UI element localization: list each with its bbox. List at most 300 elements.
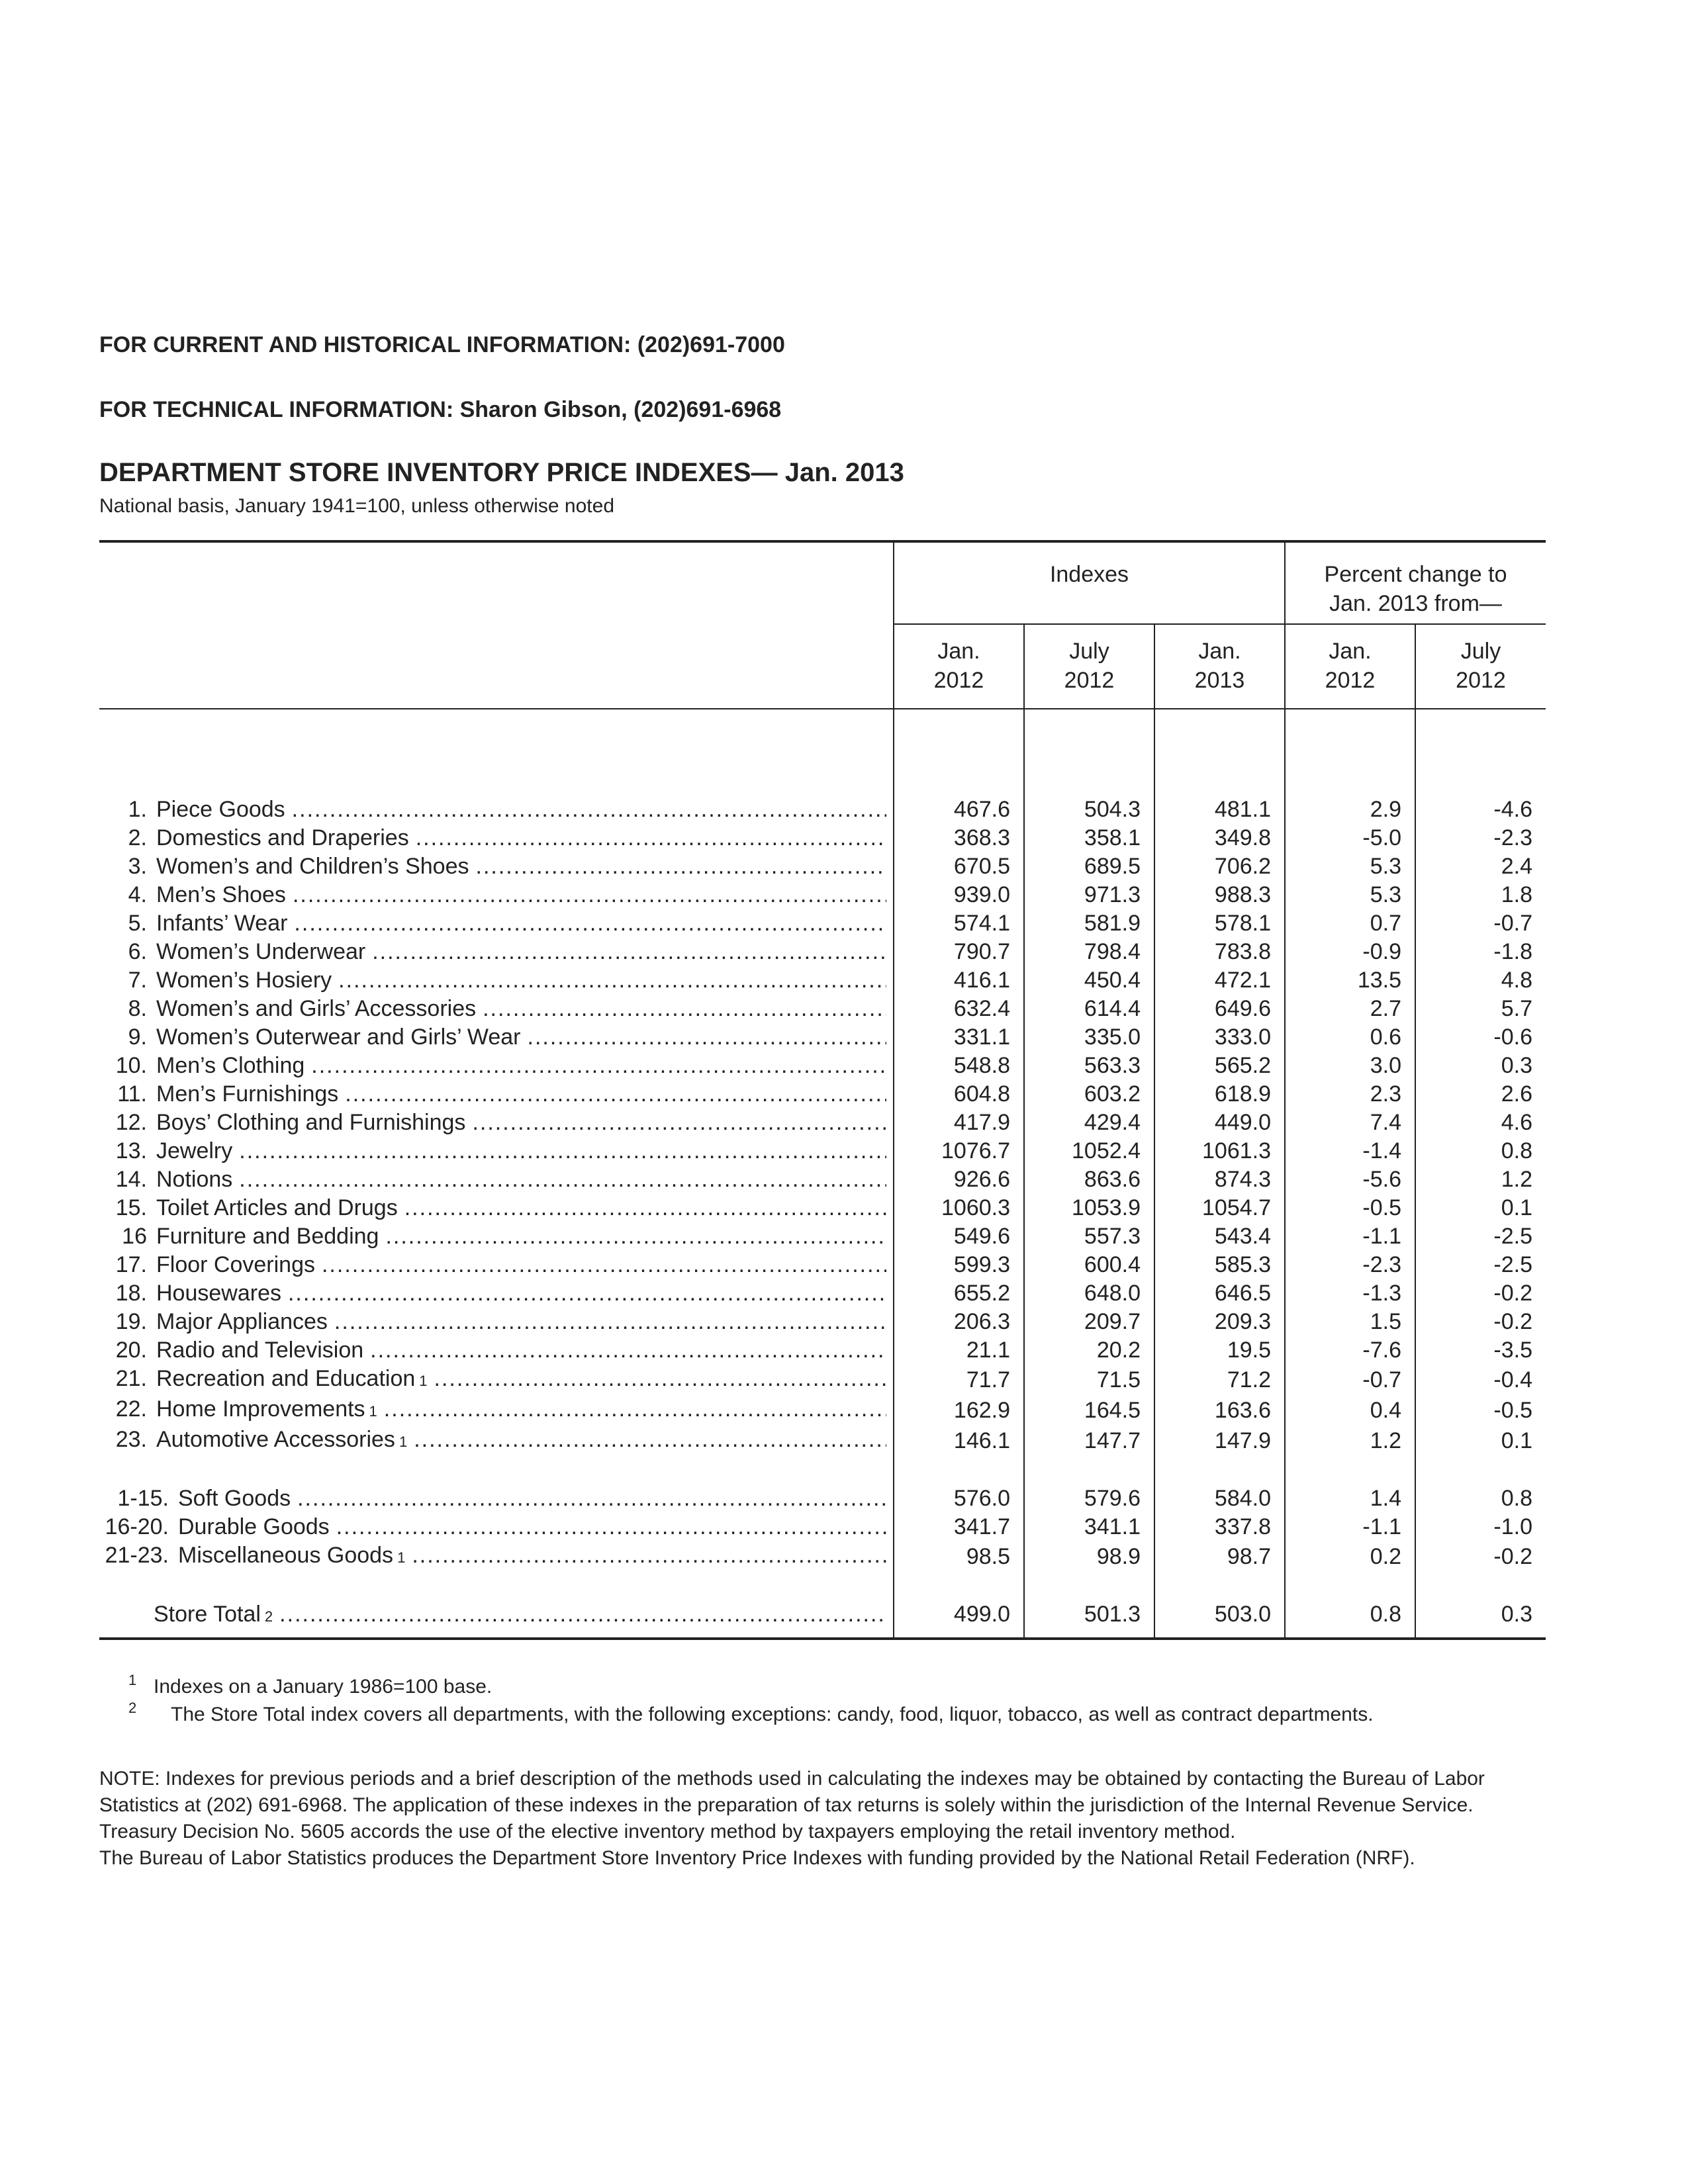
pct-change-from-jan-2012: -5.0 <box>1285 824 1415 852</box>
table-row <box>99 1080 1546 1109</box>
dot-leader <box>322 1251 886 1279</box>
value-july-2012: 614.4 <box>1024 995 1154 1023</box>
value-jan-2013: 349.8 <box>1154 824 1285 852</box>
summary-row <box>99 1541 1546 1572</box>
pct-change-from-july-2012: -2.5 <box>1415 1222 1546 1251</box>
row-label <box>99 824 893 852</box>
row-label-cell <box>99 1600 894 1639</box>
row-label-cell <box>99 909 894 938</box>
pct-change-from-jan-2012: 0.6 <box>1285 1023 1415 1052</box>
pct-change-from-july-2012: 2.4 <box>1415 852 1546 881</box>
value-jan-2013: 1061.3 <box>1154 1137 1285 1165</box>
spacer-cell <box>1024 709 1154 796</box>
row-category-name: Housewares <box>156 1281 281 1306</box>
row-category-name: Jewelry <box>156 1138 233 1163</box>
value-jan-2012: 655.2 <box>894 1279 1024 1308</box>
row-label-cell <box>99 1080 894 1109</box>
note-section <box>99 1766 1549 1872</box>
spacer-cell <box>1154 709 1285 796</box>
value-jan-2012: 599.3 <box>894 1251 1024 1279</box>
table-row <box>99 1137 1546 1165</box>
row-label <box>99 1395 893 1426</box>
row-label-cell <box>99 1395 894 1426</box>
value-july-2012: 798.4 <box>1024 938 1154 966</box>
table-row <box>99 881 1546 909</box>
value-jan-2013: 1054.7 <box>1154 1194 1285 1222</box>
store-total-row <box>99 1600 1546 1639</box>
row-category-name: Miscellaneous Goods <box>178 1543 394 1568</box>
value-jan-2013: 163.6 <box>1154 1395 1285 1426</box>
value-july-2012: 71.5 <box>1024 1365 1154 1395</box>
note-paragraph: NOTE: Indexes for previous periods and a brief description of the methods used in calculating the indexes may be obtained by contacting the Bureau of Labor Statistics at (202) 691-6968. The application of these indexes in the preparation of tax returns is solely within the jurisdiction of the Internal Revenue Service. Treasury Decision No. 5605 accords the use of the elective inventory method by taxpayers employing the retail inventory method. <box>99 1768 1485 1843</box>
pct-change-from-jan-2012: 1.2 <box>1285 1426 1415 1456</box>
column-header-pct-jan-2012: Jan. 2012 <box>1285 624 1415 709</box>
row-label-cell <box>99 1426 894 1456</box>
spacer-cell <box>894 1572 1024 1600</box>
row-category-name: Women’s Outerwear and Girls’ Wear <box>156 1024 521 1050</box>
row-label-cell <box>99 824 894 852</box>
row-label-cell <box>99 1222 894 1251</box>
pct-change-from-jan-2012: 13.5 <box>1285 966 1415 995</box>
value-jan-2013: 988.3 <box>1154 881 1285 909</box>
footnote-mark: 1 <box>128 1672 137 1688</box>
value-jan-2013: 333.0 <box>1154 1023 1285 1052</box>
value-jan-2012: 670.5 <box>894 852 1024 881</box>
row-label <box>99 1513 893 1541</box>
pct-change-from-july-2012: -0.7 <box>1415 909 1546 938</box>
dot-leader <box>311 1052 886 1080</box>
pct-change-from-jan-2012: 2.9 <box>1285 796 1415 824</box>
value-july-2012: 689.5 <box>1024 852 1154 881</box>
dot-leader <box>239 1165 886 1194</box>
pct-change-from-jan-2012: 5.3 <box>1285 881 1415 909</box>
row-label <box>99 938 893 966</box>
row-label <box>99 1080 893 1109</box>
row-label-cell <box>99 1365 894 1395</box>
row-category-name: Furniture and Bedding <box>156 1224 379 1249</box>
value-july-2012: 20.2 <box>1024 1336 1154 1365</box>
row-label <box>99 1194 893 1222</box>
value-jan-2013: 585.3 <box>1154 1251 1285 1279</box>
pct-change-from-jan-2012: 1.5 <box>1285 1308 1415 1336</box>
value-jan-2012: 574.1 <box>894 909 1024 938</box>
value-jan-2012: 146.1 <box>894 1426 1024 1456</box>
row-label <box>99 1336 893 1365</box>
pct-change-from-jan-2012: -7.6 <box>1285 1336 1415 1365</box>
row-category-name: Recreation and Education <box>156 1366 416 1391</box>
row-number: 9. <box>128 1024 147 1050</box>
pct-change-from-july-2012: -0.2 <box>1415 1541 1546 1572</box>
pct-change-from-jan-2012: -1.1 <box>1285 1222 1415 1251</box>
pct-change-from-july-2012: 4.6 <box>1415 1109 1546 1137</box>
table-row <box>99 1222 1546 1251</box>
row-label-cell <box>99 1513 894 1541</box>
dot-leader <box>279 1600 886 1629</box>
dot-leader <box>292 796 886 824</box>
value-jan-2013: 71.2 <box>1154 1365 1285 1395</box>
document-title: DEPARTMENT STORE INVENTORY PRICE INDEXES— Jan. 2013 <box>99 458 904 487</box>
spacer-cell <box>1024 1572 1154 1600</box>
value-july-2012: 98.9 <box>1024 1541 1154 1572</box>
pct-change-from-july-2012: 1.8 <box>1415 881 1546 909</box>
row-label <box>99 1222 893 1251</box>
table-row <box>99 1165 1546 1194</box>
value-jan-2013: 618.9 <box>1154 1080 1285 1109</box>
dot-leader <box>416 824 886 852</box>
row-number: 14. <box>115 1167 147 1192</box>
row-number: 19. <box>115 1309 147 1334</box>
row-category-name: Radio and Television <box>156 1338 364 1363</box>
row-label <box>99 1165 893 1194</box>
group-header-percent-change: Percent change to Jan. 2013 from— <box>1285 541 1546 624</box>
row-label <box>99 1484 893 1513</box>
value-jan-2013: 584.0 <box>1154 1484 1285 1513</box>
spacer-cell <box>1285 709 1415 796</box>
value-jan-2012: 499.0 <box>894 1600 1024 1639</box>
pct-change-from-jan-2012: 2.3 <box>1285 1080 1415 1109</box>
footnote-reference: 1 <box>397 1549 406 1566</box>
pct-change-from-july-2012: -2.5 <box>1415 1251 1546 1279</box>
row-label-cell <box>99 1165 894 1194</box>
dot-leader <box>345 1080 886 1109</box>
value-jan-2012: 416.1 <box>894 966 1024 995</box>
value-jan-2013: 646.5 <box>1154 1279 1285 1308</box>
contact-current-info: FOR CURRENT AND HISTORICAL INFORMATION: (202)691-7000 <box>99 332 785 357</box>
dot-leader <box>414 1426 886 1454</box>
row-category-name: Women’s Hosiery <box>156 968 332 993</box>
value-july-2012: 147.7 <box>1024 1426 1154 1456</box>
value-jan-2012: 576.0 <box>894 1484 1024 1513</box>
row-label <box>99 852 893 881</box>
pct-change-from-july-2012: -0.5 <box>1415 1395 1546 1426</box>
row-category-name: Men’s Furnishings <box>156 1081 339 1107</box>
dot-leader <box>334 1308 886 1336</box>
value-jan-2013: 472.1 <box>1154 966 1285 995</box>
value-july-2012: 1052.4 <box>1024 1137 1154 1165</box>
row-label-cell <box>99 1336 894 1365</box>
value-jan-2012: 790.7 <box>894 938 1024 966</box>
pct-change-from-july-2012: 0.8 <box>1415 1484 1546 1513</box>
row-number: 7. <box>128 968 147 993</box>
spacer-cell <box>1285 1572 1415 1600</box>
dot-leader <box>336 1513 886 1541</box>
pct-change-from-july-2012: 4.8 <box>1415 966 1546 995</box>
pct-change-from-jan-2012: 0.4 <box>1285 1395 1415 1426</box>
value-july-2012: 335.0 <box>1024 1023 1154 1052</box>
dot-leader <box>239 1137 886 1165</box>
row-number: 21. <box>115 1366 147 1391</box>
value-jan-2012: 417.9 <box>894 1109 1024 1137</box>
spacer-cell <box>1285 1456 1415 1484</box>
row-category-name: Piece Goods <box>156 797 285 822</box>
spacer-cell <box>1415 1456 1546 1484</box>
row-category-name: Women’s and Girls’ Accessories <box>156 996 477 1021</box>
row-number: 11. <box>117 1081 147 1107</box>
dot-leader <box>385 1222 886 1251</box>
pct-change-from-july-2012: 0.8 <box>1415 1137 1546 1165</box>
value-july-2012: 450.4 <box>1024 966 1154 995</box>
value-july-2012: 504.3 <box>1024 796 1154 824</box>
row-label-cell <box>99 995 894 1023</box>
table-row <box>99 1426 1546 1456</box>
row-category-name: Men’s Clothing <box>156 1053 305 1078</box>
table-row <box>99 966 1546 995</box>
value-july-2012: 600.4 <box>1024 1251 1154 1279</box>
pct-change-from-jan-2012: -2.3 <box>1285 1251 1415 1279</box>
pct-change-from-july-2012: -1.8 <box>1415 938 1546 966</box>
table-row <box>99 1308 1546 1336</box>
value-jan-2012: 467.6 <box>894 796 1024 824</box>
column-header-jan-2013: Jan. 2013 <box>1154 624 1285 709</box>
row-label <box>99 966 893 995</box>
value-jan-2013: 481.1 <box>1154 796 1285 824</box>
table-row <box>99 995 1546 1023</box>
row-category-name: Floor Coverings <box>156 1252 315 1277</box>
dot-leader <box>528 1023 887 1052</box>
dot-leader <box>293 881 886 909</box>
row-label <box>99 1541 893 1572</box>
row-label-cell <box>99 1251 894 1279</box>
spacer-cell <box>1415 1572 1546 1600</box>
value-jan-2013: 147.9 <box>1154 1426 1285 1456</box>
pct-change-from-july-2012: 0.1 <box>1415 1194 1546 1222</box>
row-category-name: Women’s and Children’s Shoes <box>156 854 469 879</box>
dot-leader <box>294 909 886 938</box>
column-header-july-2012: July 2012 <box>1024 624 1154 709</box>
row-label <box>99 881 893 909</box>
pct-change-from-jan-2012: 7.4 <box>1285 1109 1415 1137</box>
row-label <box>99 1023 893 1052</box>
value-jan-2012: 331.1 <box>894 1023 1024 1052</box>
value-jan-2013: 337.8 <box>1154 1513 1285 1541</box>
row-category-name: Home Improvements <box>156 1396 365 1422</box>
footnote-reference: 1 <box>399 1433 408 1450</box>
row-number: 21-23. <box>105 1543 169 1568</box>
table-row <box>99 824 1546 852</box>
row-category-name: Automotive Accessories <box>156 1427 395 1452</box>
pct-change-from-july-2012: -4.6 <box>1415 796 1546 824</box>
table-row <box>99 1251 1546 1279</box>
footnote-reference: 1 <box>369 1403 377 1420</box>
footnote-reference: 1 <box>419 1373 428 1389</box>
pct-change-from-july-2012: -0.2 <box>1415 1308 1546 1336</box>
pct-change-from-jan-2012: -0.9 <box>1285 938 1415 966</box>
header-blank-label <box>99 624 894 709</box>
pct-change-from-jan-2012: -1.3 <box>1285 1279 1415 1308</box>
table-row <box>99 1052 1546 1080</box>
value-jan-2013: 98.7 <box>1154 1541 1285 1572</box>
value-jan-2012: 368.3 <box>894 824 1024 852</box>
note-paragraph: The Bureau of Labor Statistics produces the Department Store Inventory Price Indexes with funding provided by the National Retail Federation (NRF). <box>99 1847 1415 1869</box>
value-jan-2013: 543.4 <box>1154 1222 1285 1251</box>
row-number: 1. <box>128 797 147 822</box>
value-jan-2012: 206.3 <box>894 1308 1024 1336</box>
row-category-name: Soft Goods <box>178 1486 291 1511</box>
row-label <box>99 1109 893 1137</box>
table-row <box>99 1194 1546 1222</box>
row-label <box>99 909 893 938</box>
value-jan-2012: 1060.3 <box>894 1194 1024 1222</box>
pct-change-from-jan-2012: -5.6 <box>1285 1165 1415 1194</box>
row-label-cell <box>99 938 894 966</box>
table-row <box>99 1336 1546 1365</box>
table-row <box>99 1395 1546 1426</box>
value-jan-2013: 565.2 <box>1154 1052 1285 1080</box>
dot-leader <box>297 1484 886 1513</box>
pct-change-from-july-2012: 0.1 <box>1415 1426 1546 1456</box>
spacer-cell <box>1024 1456 1154 1484</box>
row-number: 16 <box>122 1224 147 1249</box>
value-jan-2012: 939.0 <box>894 881 1024 909</box>
pct-change-from-july-2012: 0.3 <box>1415 1600 1546 1639</box>
value-jan-2013: 706.2 <box>1154 852 1285 881</box>
value-jan-2012: 162.9 <box>894 1395 1024 1426</box>
dot-leader <box>370 1336 886 1365</box>
row-number: 6. <box>128 939 147 964</box>
row-label-cell <box>99 881 894 909</box>
row-label <box>99 1052 893 1080</box>
row-category-name: Toilet Articles and Drugs <box>156 1195 398 1220</box>
pct-change-from-jan-2012: 0.2 <box>1285 1541 1415 1572</box>
pct-change-from-july-2012: -3.5 <box>1415 1336 1546 1365</box>
value-jan-2013: 449.0 <box>1154 1109 1285 1137</box>
spacer-cell <box>1154 1572 1285 1600</box>
dot-leader <box>476 852 887 881</box>
value-july-2012: 603.2 <box>1024 1080 1154 1109</box>
row-label-cell <box>99 852 894 881</box>
footnote-text: The Store Total index covers all departments, with the following exceptions: candy, food, liquor, tobacco, as well as contract departments. <box>171 1704 1374 1725</box>
value-jan-2013: 874.3 <box>1154 1165 1285 1194</box>
table-row <box>99 852 1546 881</box>
table-top-spacer <box>99 709 1546 796</box>
row-category-name: Men’s Shoes <box>156 882 286 907</box>
row-label <box>99 1365 893 1395</box>
table-row <box>99 796 1546 824</box>
pct-change-from-jan-2012: 3.0 <box>1285 1052 1415 1080</box>
value-july-2012: 501.3 <box>1024 1600 1154 1639</box>
summary-row <box>99 1513 1546 1541</box>
pct-change-from-july-2012: 5.7 <box>1415 995 1546 1023</box>
value-july-2012: 563.3 <box>1024 1052 1154 1080</box>
pct-change-from-july-2012: -0.2 <box>1415 1279 1546 1308</box>
row-label <box>99 1251 893 1279</box>
summary-row <box>99 1484 1546 1513</box>
row-number: 15. <box>115 1195 147 1220</box>
row-label <box>99 796 893 824</box>
row-number: 4. <box>128 882 147 907</box>
table-group-gap <box>99 1456 1546 1484</box>
contact-technical-info: FOR TECHNICAL INFORMATION: Sharon Gibson, (202)691-6968 <box>99 397 782 422</box>
dot-leader <box>372 938 886 966</box>
value-jan-2012: 549.6 <box>894 1222 1024 1251</box>
spacer-cell <box>1154 1456 1285 1484</box>
value-jan-2013: 578.1 <box>1154 909 1285 938</box>
table-row <box>99 1023 1546 1052</box>
row-label <box>99 995 893 1023</box>
dot-leader <box>434 1365 886 1393</box>
table-row <box>99 1365 1546 1395</box>
value-jan-2012: 341.7 <box>894 1513 1024 1541</box>
pct-change-from-july-2012: 0.3 <box>1415 1052 1546 1080</box>
dot-leader <box>288 1279 886 1308</box>
row-number: 22. <box>115 1396 147 1422</box>
row-label-cell <box>99 1308 894 1336</box>
pct-change-from-july-2012: -2.3 <box>1415 824 1546 852</box>
dot-leader <box>338 966 886 995</box>
row-number: 23. <box>115 1427 147 1452</box>
row-label <box>99 1600 893 1631</box>
row-number: 8. <box>128 996 147 1021</box>
row-label <box>99 1308 893 1336</box>
value-jan-2013: 209.3 <box>1154 1308 1285 1336</box>
row-label-cell <box>99 1109 894 1137</box>
row-category-name: Store Total <box>154 1602 261 1627</box>
value-jan-2013: 503.0 <box>1154 1600 1285 1639</box>
row-label-cell <box>99 1484 894 1513</box>
value-july-2012: 579.6 <box>1024 1484 1154 1513</box>
table-row <box>99 938 1546 966</box>
spacer-cell <box>894 1456 1024 1484</box>
dot-leader <box>483 995 886 1023</box>
pct-change-from-july-2012: 2.6 <box>1415 1080 1546 1109</box>
row-label-cell <box>99 966 894 995</box>
row-number: 5. <box>128 911 147 936</box>
footnote-reference: 2 <box>264 1608 273 1625</box>
row-category-name: Infants’ Wear <box>156 911 288 936</box>
column-header-jan-2012: Jan. 2012 <box>894 624 1024 709</box>
footnote-text: Indexes on a January 1986=100 base. <box>154 1676 492 1698</box>
pct-change-from-jan-2012: 2.7 <box>1285 995 1415 1023</box>
pct-change-from-july-2012: -1.0 <box>1415 1513 1546 1541</box>
value-july-2012: 1053.9 <box>1024 1194 1154 1222</box>
footnote-mark: 2 <box>128 1700 137 1716</box>
pct-change-from-jan-2012: 0.8 <box>1285 1600 1415 1639</box>
row-label-cell <box>99 1137 894 1165</box>
value-july-2012: 863.6 <box>1024 1165 1154 1194</box>
row-number: 20. <box>115 1338 147 1363</box>
value-july-2012: 429.4 <box>1024 1109 1154 1137</box>
dot-leader <box>472 1109 886 1137</box>
row-category-name: Durable Goods <box>178 1514 330 1539</box>
value-jan-2012: 604.8 <box>894 1080 1024 1109</box>
dot-leader <box>404 1194 886 1222</box>
row-category-name: Boys’ Clothing and Furnishings <box>156 1110 466 1135</box>
spacer-cell <box>894 709 1024 796</box>
row-label-cell <box>99 1194 894 1222</box>
row-label <box>99 1137 893 1165</box>
dot-leader <box>412 1541 886 1570</box>
row-label <box>99 1279 893 1308</box>
value-jan-2012: 71.7 <box>894 1365 1024 1395</box>
row-label-cell <box>99 1023 894 1052</box>
row-label-cell <box>99 1541 894 1572</box>
value-july-2012: 971.3 <box>1024 881 1154 909</box>
row-number: 17. <box>115 1252 147 1277</box>
row-label-cell <box>99 1052 894 1080</box>
value-jan-2013: 649.6 <box>1154 995 1285 1023</box>
value-jan-2012: 632.4 <box>894 995 1024 1023</box>
pct-change-from-july-2012: -0.4 <box>1415 1365 1546 1395</box>
group-header-indexes: Indexes <box>894 541 1285 624</box>
row-label <box>99 1426 893 1456</box>
value-july-2012: 209.7 <box>1024 1308 1154 1336</box>
row-number: 2. <box>128 825 147 850</box>
index-table <box>99 540 1546 1640</box>
value-jan-2012: 1076.7 <box>894 1137 1024 1165</box>
spacer-cell <box>1415 709 1546 796</box>
header-blank <box>99 541 894 624</box>
row-label-cell <box>99 796 894 824</box>
